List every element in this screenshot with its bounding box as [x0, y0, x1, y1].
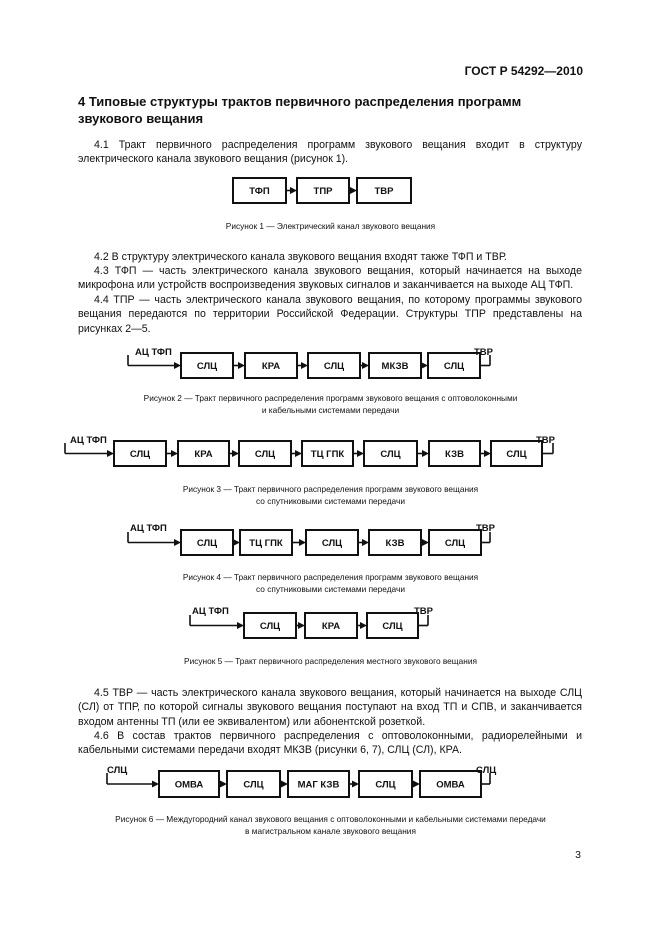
fig4-input-arrow-head — [174, 539, 181, 546]
fig4-block-4-label: КЗВ — [385, 538, 405, 549]
fig6-arrow-2-head — [281, 781, 288, 788]
figure-1-caption: Рисунок 1 — Электрический канал звукового вещания — [225, 221, 436, 231]
fig4-block-1-label: СЛЦ — [196, 538, 218, 549]
section-title: 4 Типовые структуры трактов первичного распределения программ звукового вещания — [78, 94, 522, 126]
paragraph-4-3: 4.3 ТФП — часть электрического канала звукового вещания, который начинается на выходе микрофона или устройств воспроизведения звуковых сигналов и заканчивается на выходе АЦ ТФП. — [78, 265, 582, 292]
figure-3-caption-line2: со спутниковыми системами передачи — [256, 496, 405, 506]
figure-3-caption-line1: Рисунок 3 — Тракт первичного распределения программ звукового вещания — [182, 484, 479, 494]
fig1-arrow-2-head — [350, 187, 357, 194]
fig5-arrow-1-head — [298, 622, 305, 629]
fig1-block-3-label: ТВР — [374, 186, 394, 197]
fig4-input-label: АЦ ТФП — [130, 523, 167, 534]
fig6-block-5-label: ОМВА — [436, 779, 465, 791]
fig5-input-arrow-head — [237, 622, 244, 629]
figure-5-caption: Рисунок 5 — Тракт первичного распределения местного звукового вещания — [184, 656, 477, 666]
fig3-arrow-2-head — [232, 450, 239, 457]
fig4-block-3-label: СЛЦ — [321, 538, 343, 549]
paragraph-4-1: 4.1 Тракт первичного распределения программ звукового вещания входит в структуру электрического канала звукового вещания (рисунок 1). — [78, 139, 582, 166]
paragraph-4-6: 4.6 В состав трактов первичного распределения с оптоволоконными, радиорелейными и кабельными системами передачи входят МКЗВ (рисунки 6, 7), СЛЦ (СЛ), КРА. — [78, 730, 582, 757]
fig2-block-1-label: СЛЦ — [196, 361, 218, 372]
fig2-arrow-4-head — [421, 362, 428, 369]
fig6-output-label: СЛЦ — [476, 765, 497, 776]
fig4-block-5-label: СЛЦ — [444, 538, 466, 549]
fig2-output-label: ТВР — [474, 347, 493, 358]
fig6-arrow-3-head — [352, 781, 359, 788]
figure-2-caption-line1: Рисунок 2 — Тракт первичного распределения программ звукового вещания с оптоволоконными — [143, 393, 518, 403]
fig4-output-label: ТВР — [476, 523, 495, 534]
fig4-arrow-3-head — [362, 539, 369, 546]
paragraph-4-5: 4.5 ТВР — часть электрического канала звукового вещания, который начинается на выходе СЛЦ (СЛ) от ТПР, по которой сигналы звукового вещания поступают на вход ТП и СПВ, и заканчивается входом антенны ТП (или ее эквивалентом) или абонентской розеткой. — [78, 687, 582, 728]
fig3-block-3-label: СЛЦ — [254, 449, 276, 460]
fig6-arrow-4-head — [413, 781, 420, 788]
fig2-input-label: АЦ ТФП — [135, 347, 172, 358]
fig3-block-2-label: КРА — [194, 449, 213, 460]
fig5-block-2-label: КРА — [321, 621, 341, 632]
fig5-block-1-label: СЛЦ — [259, 621, 281, 632]
fig4-arrow-1-head — [233, 539, 240, 546]
fig2-block-2-label: КРА — [261, 361, 281, 372]
figure-4-caption-line1: Рисунок 4 — Тракт первичного распределения программ звукового вещания — [182, 572, 479, 582]
paragraph-4-4: 4.4 ТПР — часть электрического канала звукового вещания, по которому программы звукового вещания передаются по территории Российской Федерации. Структуры ТПР представлены на рисунках 2—5. — [78, 294, 582, 335]
fig5-input-label: АЦ ТФП — [192, 606, 229, 617]
fig6-input-label: СЛЦ — [107, 765, 128, 776]
figure-6-caption-line1: Рисунок 6 — Междугородний канал звукового вещания с оптоволоконными и кабельными системами передачи — [115, 814, 546, 824]
fig4-arrow-2-head — [299, 539, 306, 546]
fig3-output-label: ТВР — [536, 435, 555, 446]
fig2-arrow-1-head — [238, 362, 245, 369]
fig6-block-3-label: МАГ КЗВ — [297, 779, 340, 791]
figure-2-caption-line2: и кабельными системами передачи — [261, 405, 400, 415]
fig6-block-2-label: СЛЦ — [243, 779, 264, 791]
fig3-arrow-4-head — [357, 450, 364, 457]
fig3-input-arrow-head — [107, 450, 114, 457]
fig3-block-6-label: КЗВ — [445, 449, 464, 460]
fig3-input-label: АЦ ТФП — [70, 435, 107, 446]
fig5-arrow-2-head — [360, 622, 367, 629]
fig2-block-5-label: СЛЦ — [443, 361, 465, 372]
figure-4-caption-line2: со спутниковыми системами передачи — [256, 584, 405, 594]
page-number: 3 — [575, 849, 581, 861]
fig5-block-3-label: СЛЦ — [382, 621, 403, 632]
fig2-arrow-2-head — [301, 362, 308, 369]
fig3-block-7-label: СЛЦ — [506, 449, 527, 460]
fig3-block-1-label: СЛЦ — [129, 449, 151, 460]
fig6-block-4-label: СЛЦ — [375, 779, 396, 791]
fig2-block-3-label: СЛЦ — [323, 361, 345, 372]
fig6-input-arrow-head — [152, 781, 159, 788]
fig4-arrow-4-head — [422, 539, 429, 546]
fig4-block-2-label: ТЦ ГПК — [249, 538, 283, 549]
fig3-block-4-label: ТЦ ГПК — [310, 449, 345, 460]
fig2-arrow-3-head — [362, 362, 369, 369]
fig1-arrow-1-head — [290, 187, 297, 194]
paragraph-4-2: 4.2 В структуру электрического канала звукового вещания входят также ТФП и ТВР. — [94, 251, 507, 263]
fig3-block-5-label: СЛЦ — [380, 449, 401, 460]
fig1-block-2-label: ТПР — [313, 186, 333, 197]
fig5-output-label: ТВР — [414, 606, 433, 617]
fig3-arrow-1-head — [171, 450, 178, 457]
document-code: ГОСТ Р 54292—2010 — [464, 64, 583, 78]
fig2-input-arrow-head — [174, 362, 181, 369]
fig2-block-4-label: МКЗВ — [381, 361, 409, 372]
fig6-arrow-1-head — [220, 781, 227, 788]
fig3-arrow-5-head — [422, 450, 429, 457]
fig3-arrow-3-head — [295, 450, 302, 457]
fig1-block-1-label: ТФП — [249, 186, 270, 197]
figure-6-caption-line2: в магистральном канале звукового вещания — [245, 826, 416, 836]
fig6-block-1-label: ОМВА — [174, 779, 204, 791]
fig3-arrow-6-head — [484, 450, 491, 457]
